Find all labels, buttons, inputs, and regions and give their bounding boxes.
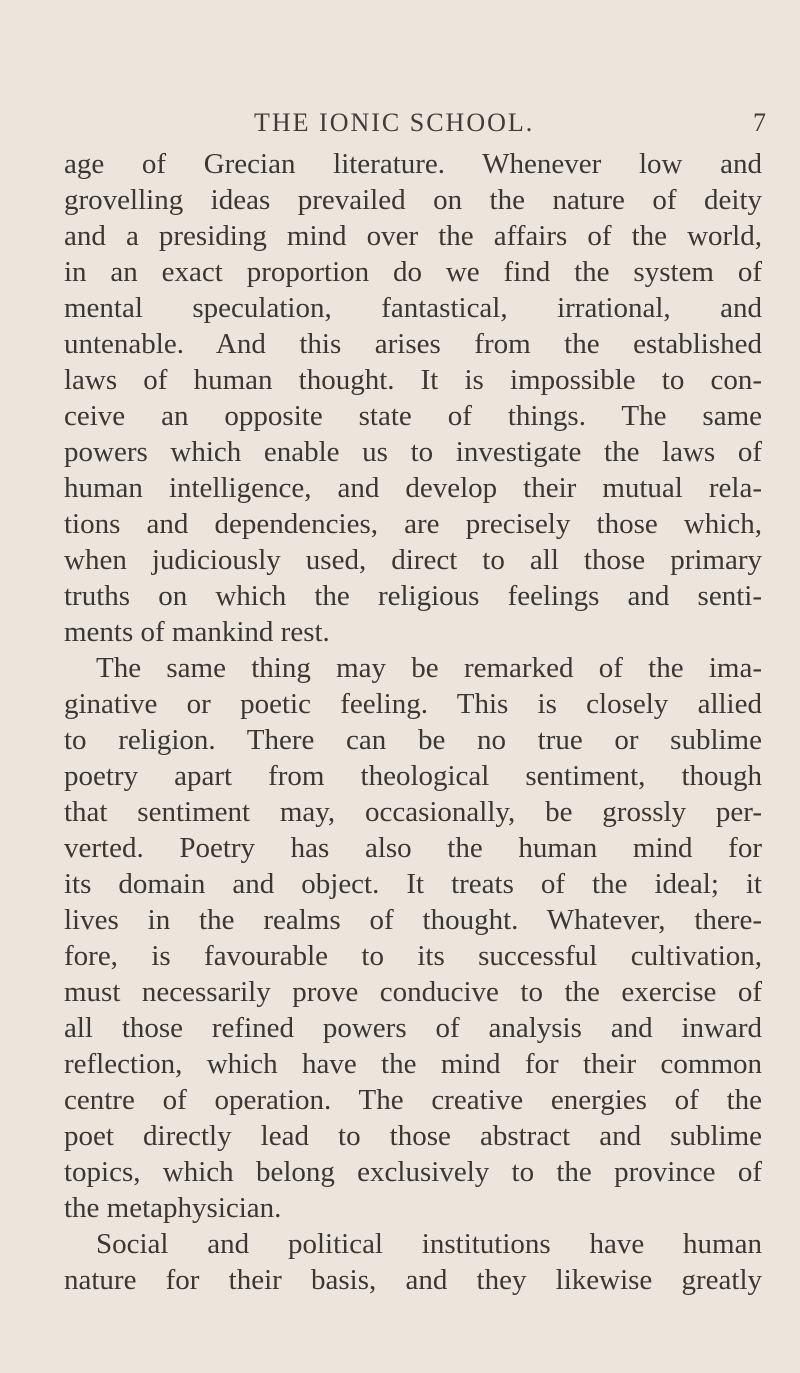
text-line: mental speculation, fantastical, irrational, and [64, 292, 762, 324]
text-line: poetry apart from theological sentiment, though [64, 760, 762, 792]
paragraph-1 [64, 146, 762, 650]
text-line: Social and political institutions have human [96, 1228, 762, 1260]
text-line: fore, is favourable to its successful cultivation, [64, 940, 762, 972]
text-line: ceive an opposite state of things. The same [64, 400, 762, 432]
text-line: to religion. There can be no true or sublime [64, 724, 762, 756]
text-line: reflection, which have the mind for their common [64, 1048, 762, 1080]
paragraph-3 [64, 1226, 762, 1298]
text-line: the metaphysician. [64, 1192, 282, 1224]
text-line: tions and dependencies, are precisely those which, [64, 508, 762, 540]
text-line: topics, which belong exclusively to the province of [64, 1156, 762, 1188]
text-line: lives in the realms of thought. Whatever, there- [64, 904, 762, 936]
running-head [0, 108, 800, 148]
text-line: its domain and object. It treats of the ideal; it [64, 868, 762, 900]
text-line: untenable. And this arises from the established [64, 328, 762, 360]
text-line: in an exact proportion do we find the system of [64, 256, 762, 288]
text-line: all those refined powers of analysis and inward [64, 1012, 762, 1044]
page-number: 7 [753, 108, 766, 137]
text-line: age of Grecian literature. Whenever low and [64, 148, 762, 180]
text-line: must necessarily prove conducive to the exercise of [64, 976, 762, 1008]
text-line: laws of human thought. It is impossible to con- [64, 364, 762, 396]
text-line: when judiciously used, direct to all those primary [64, 544, 762, 576]
text-line: The same thing may be remarked of the ima- [96, 652, 762, 684]
body-text [64, 146, 762, 1298]
text-line: poet directly lead to those abstract and sublime [64, 1120, 762, 1152]
text-line: grovelling ideas prevailed on the nature of deity [64, 184, 762, 216]
text-line: nature for their basis, and they likewise greatly [64, 1264, 762, 1296]
running-title: THE IONIC SCHOOL. [254, 108, 535, 137]
text-line: truths on which the religious feelings and senti- [64, 580, 762, 612]
text-line: and a presiding mind over the affairs of the world, [64, 220, 762, 252]
text-line: ginative or poetic feeling. This is closely allied [64, 688, 762, 720]
text-line: verted. Poetry has also the human mind for [64, 832, 762, 864]
text-line: ments of mankind rest. [64, 616, 330, 648]
text-line: that sentiment may, occasionally, be grossly per- [64, 796, 762, 828]
text-line: human intelligence, and develop their mutual rela- [64, 472, 762, 504]
text-line: centre of operation. The creative energies of the [64, 1084, 762, 1116]
text-line: powers which enable us to investigate the laws of [64, 436, 762, 468]
paragraph-2 [64, 650, 762, 1226]
